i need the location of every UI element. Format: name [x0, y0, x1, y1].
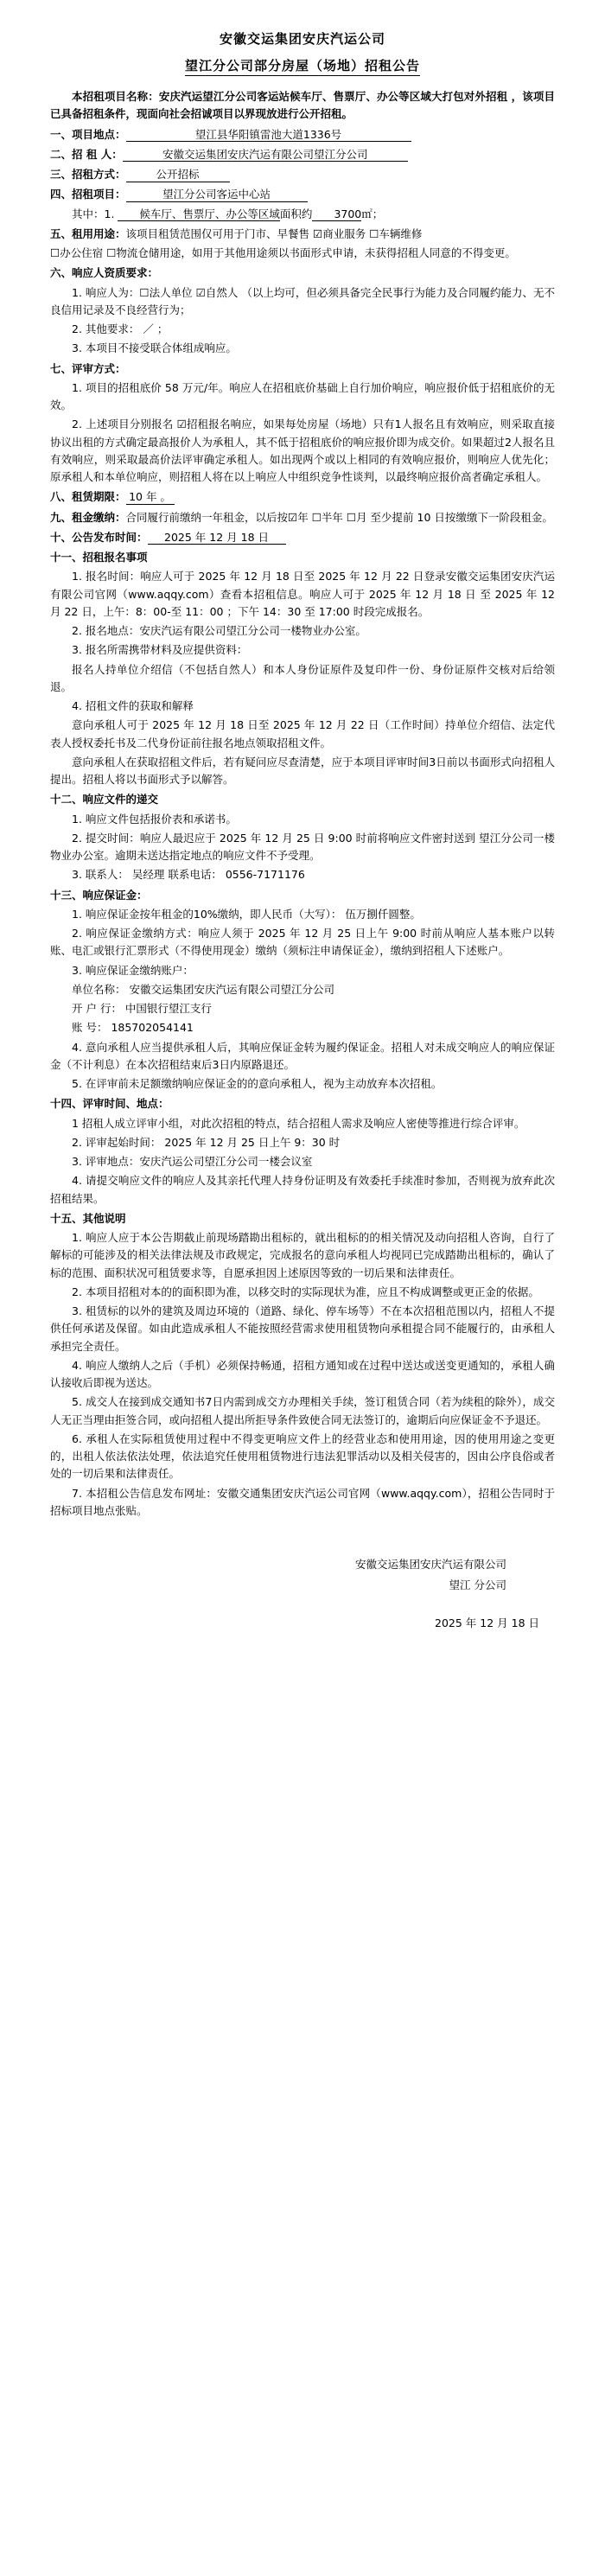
section-14-label: 十四、评审时间、地点： [50, 1097, 169, 1111]
section-2-value: 安徽交运集团安庆汽运有限公司望江分公司 [123, 148, 408, 163]
section-15-item-7: 7. 本招租公告信息发布网址：安徽交通集团安庆汽运公司官网（www.aqqy.com），招租公告同时于招标项目地点张贴。 [50, 1486, 555, 1517]
section-5 [50, 226, 555, 243]
section-9-text: 合同履行前缴纳一年租金，以后按☑年 ☐半年 ☐月 至少提前 10 日按缴缴下一阶段租金。 [125, 510, 553, 524]
section-12-item-2: 2. 提交时间：响应人最迟应于 2025 年 12 月 25 日 9:00 时前将响应文件密封送到 望江分公司一楼物业办公室。逾期未送达指定地点的响应文件不予受理。 [50, 831, 555, 862]
section-11-item-3: 3. 报名所需携带材料及应提供资料： [72, 643, 248, 657]
section-13-item-4: 4. 意向承租人应当提供承租人后，其响应保证金转为履约保证金。招租人对未成交响应人的响应保证金（不计利息）在本次招租结束后3日内原路退还。 [50, 1040, 555, 1071]
section-10-value: 2025 年 12 月 18 日 [148, 531, 286, 545]
intro-paragraph: 本招租项目名称：安庆汽运望江分公司客运站候车厅、售票厅、办公等区域大打包对外招租 ，该项目已具备招租条件，现面向社会招诚项目以界现放进行公开招租。 [50, 90, 555, 121]
section-1-label: 一、项目地点： [50, 127, 126, 141]
section-11-item-4: 4. 招租文件的获取和解释 [72, 699, 194, 712]
document-title-line2: 望江分公司部分房屋（场地）招租公告 [50, 56, 555, 74]
section-13-item-1: 1. 响应保证金按年租金的10%缴纳，即人民币（大写）： 伍万捌仟圆整。 [72, 907, 421, 921]
section-4-sub-unit: ㎡； [361, 207, 384, 220]
section-7-label: 七、评审方式： [50, 361, 126, 375]
section-5-label: 五、租用用途： [50, 226, 126, 240]
section-6-item-2: 2. 其他要求： ／ ； [72, 322, 169, 335]
section-3 [50, 166, 555, 183]
section-3-value: 公开招标 [126, 168, 230, 182]
section-11-item-3-detail: 报名人持单位介绍信（不包括自然人）和本人身份证原件及复印件一份、身份证原件交核对后给领退。 [50, 662, 555, 693]
section-4-sub-area-name: 候车厅、售票厅、办公等区域 [118, 207, 280, 222]
section-14-item-4: 4. 请提交响应文件的响应人及其亲托代理人持身份证明及有效委托手续准时参加，否则视为放弃此次招租结果。 [50, 1174, 555, 1205]
section-1-value: 望江县华阳镇雷池大道1336号 [126, 128, 411, 143]
section-12-item-1: 1. 响应文件包括报价表和承诺书。 [72, 812, 237, 826]
section-13-item-5: 5. 在评审前未足额缴纳响应保证金的的意向承租人，视为主动放弃本次招租。 [72, 1077, 443, 1090]
signature-block [50, 1554, 555, 1596]
section-3-label: 三、招租方式： [50, 168, 126, 181]
section-13-account-number: 账 号： 185702054141 [72, 1021, 194, 1035]
section-4-sub-prefix: 其中：1. [72, 207, 118, 220]
section-7-item-1: 1. 项目的招租底价 58 万元/年。响应人在招租底价基础上自行加价响应，响应报价低于招租底价的无效。 [50, 380, 555, 411]
section-11-item-1: 1. 报名时间：响应人可于 2025 年 12 月 18 日至 2025 年 12 月 22 日登录安徽交运集团安庆汽运有限公司官网（www.aqqy.com）查看本招租信息。响应人可于 2025 年 12 月 18 日 至 2025 年 12 月 22 日，上午：8：00-至 11：00 ；下午 14：30 至 17:00 时段完成报名。 [50, 570, 555, 618]
section-1 [50, 126, 555, 143]
section-13-account-company: 单位名称： 安徽交运集团安庆汽运有限公司望江分公司 [72, 982, 334, 996]
section-15-item-6: 6. 承租人在实际租赁使用过程中不得变更响应文件上的经营业态和使用用途，因的使用用途之变更的，出租人依法依法处理，依法追究任使用租赁物进行违法犯罪活动以及相关侵害的，因由公序良俗或者处的一切后果和法律责任。 [50, 1431, 555, 1481]
section-14-item-2: 2. 评审起始时间： 2025 年 12 月 25 日上午 9：30 时 [72, 1135, 341, 1149]
section-13-label: 十三、响应保证金： [50, 888, 148, 902]
section-4-sub [50, 206, 555, 223]
section-15-item-4: 4. 响应人缴纳人之后（手机）必须保持畅通，招租方通知或在过程中送达或送变更通知的，承租人确认接收后即视为送达。 [50, 1358, 555, 1389]
section-9 [50, 509, 555, 526]
section-4-sub-area-value: 3700 [312, 207, 361, 222]
section-15-item-1: 1. 响应人应于本公告期截止前现场踏勘出租标的，就出租标的的相关情况及动向招租人咨询，自行了解标的可能涉及的相关法律法规及市政规定，完成报名的意向承租人均视同已完成踏勘出租标的，确认了标的范围、面积状况可租赁要求等，自愿承担因上述原因等致的一切后果和法律责任。 [50, 1231, 555, 1279]
section-14-item-3: 3. 评审地点：安庆汽运公司望江分公司一楼会议室 [72, 1155, 313, 1168]
section-15-item-2: 2. 本项目招租对本的的面积即为准，以移交时的实际现状为准，应且不构成调整或更正金的依据。 [72, 1285, 539, 1298]
section-6-item-3: 3. 本项目不接受联合体组成响应。 [72, 341, 237, 355]
section-14-item-1: 1 招租人成立评审小组，对此次招租的特点，结合招租人需求及响应人密使等推进行综合评审。 [72, 1116, 525, 1130]
checkbox-office-residence[interactable]: ☐办公住宿 [50, 246, 104, 259]
section-7-item-2: 2. 上述项目分别报名 ☑招租报名响应，如果每处房屋（场地）只有1人报名且有效响应，则采取直接协议出租的方式确定最高报价人为承租人，其不低于招租底价的响应报价即为成交价。如果超过2人报名且有效响应，则采取最高价法评审确定承租人。如出现两个或以上相同的有效响应报价，则响应人优先化；原承租人和本单位响应，则招租人将在以上响应人中组织竞争性谈判，以最终响应报价高者确定承租人。 [50, 418, 555, 483]
section-11-item-4-detail-a: 意向承租人可于 2025 年 12 月 18 日至 2025 年 12 月 22 日（工作时间）持单位介绍信、法定代表人授权委托书及二代身份证前往报名地点领取招租文件。 [50, 718, 555, 749]
section-5-text: 该项目租赁范围仅可用于门市、早餐售 [125, 226, 313, 240]
section-8-value: 10 年 。 [126, 490, 175, 505]
section-2 [50, 146, 555, 163]
section-13-item-3: 3. 响应保证金缴纳账户： [72, 963, 194, 977]
section-11-item-4-detail-b: 意向承租人在获取招租文件后，若有疑问应尽查清楚，应于本项目评审时间3日前以书面形式向招租人提出。招租人将以书面形式予以解答。 [50, 755, 555, 786]
section-10-label: 十、公告发布时间： [50, 530, 148, 544]
signature-branch: 望江 分公司 [449, 1578, 506, 1591]
section-11-item-2: 2. 报名地点：安庆汽运有限公司望江分公司一楼物业办公室。 [72, 624, 366, 637]
section-8-label: 八、租赁期限： [50, 490, 126, 504]
section-2-label: 二、招 租 人： [50, 147, 123, 161]
section-4-sub-mid: 面积约 [279, 207, 313, 220]
section-10 [50, 529, 555, 546]
section-11-label: 十一、招租报名事项 [50, 551, 148, 564]
section-12-label: 十二、响应文件的递交 [50, 793, 159, 807]
section-6-label: 六、响应人资质要求： [50, 266, 159, 280]
section-6-item-1: 1. 响应人为：☐法人单位 ☑自然人 （以上均可，但必须具备完全民事行为能力及合同履约能力、无不良信用记录及不良经营行为； [50, 285, 555, 316]
section-15-label: 十五、其他说明 [50, 1211, 126, 1225]
checkbox-logistics-storage[interactable]: ☐物流仓储用途，如用于其他用途须以书面形式申请，未获得招租人同意的不得变更。 [106, 246, 516, 259]
section-15-item-3: 3. 租赁标的以外的建筑及周边环境的（道路、绿化、停车场等）不在本次招租范围以内，招租人不提供任何承诺及保留。如由此造成承租人不能按照经营需求使用租赁物向承租提合同不能履行的，由承租人承担完全责任。 [50, 1304, 555, 1353]
signature-company: 安徽交运集团安庆汽运有限公司 [354, 1558, 506, 1571]
section-12-item-3: 3. 联系人： 吴经理 联系电话： 0556-7171176 [72, 868, 305, 882]
section-4-value: 望江分公司客运中心站 [126, 188, 308, 202]
document-title-line1: 安徽交运集团安庆汽运公司 [219, 31, 385, 47]
section-15-item-5: 5. 成交人在接到成交通知书7日内需到成交方办理相关手续，签订租赁合同（若为续租的除外），成交人无正当理由拒签合同，或向招租人提出所拒导条件致使合同无法签订的，逾期后向应保证金不予退还。 [50, 1395, 555, 1426]
checkbox-commercial[interactable]: ☑商业服务 [313, 226, 366, 240]
section-13-account-bank: 开 户 行： 中国银行望江支行 [72, 1002, 212, 1015]
section-5-line2 [50, 245, 555, 262]
signature-date: 2025 年 12 月 18 日 [435, 1616, 539, 1629]
section-4-label: 四、招租项目： [50, 188, 126, 201]
section-9-label: 九、租金缴纳： [50, 510, 126, 524]
section-4 [50, 186, 555, 203]
section-13-item-2: 2. 响应保证金缴纳方式：响应人须于 2025 年 12 月 25 日上午 9:00 时前从响应人基本账户以转账、电汇或银行汇票形式（不得使用现金）缴纳（须标注申请保证金），缴纳到招租人下述账户。 [50, 927, 555, 958]
checkbox-vehicle-repair[interactable]: ☐车辆维修 [369, 226, 423, 240]
section-8 [50, 488, 555, 506]
